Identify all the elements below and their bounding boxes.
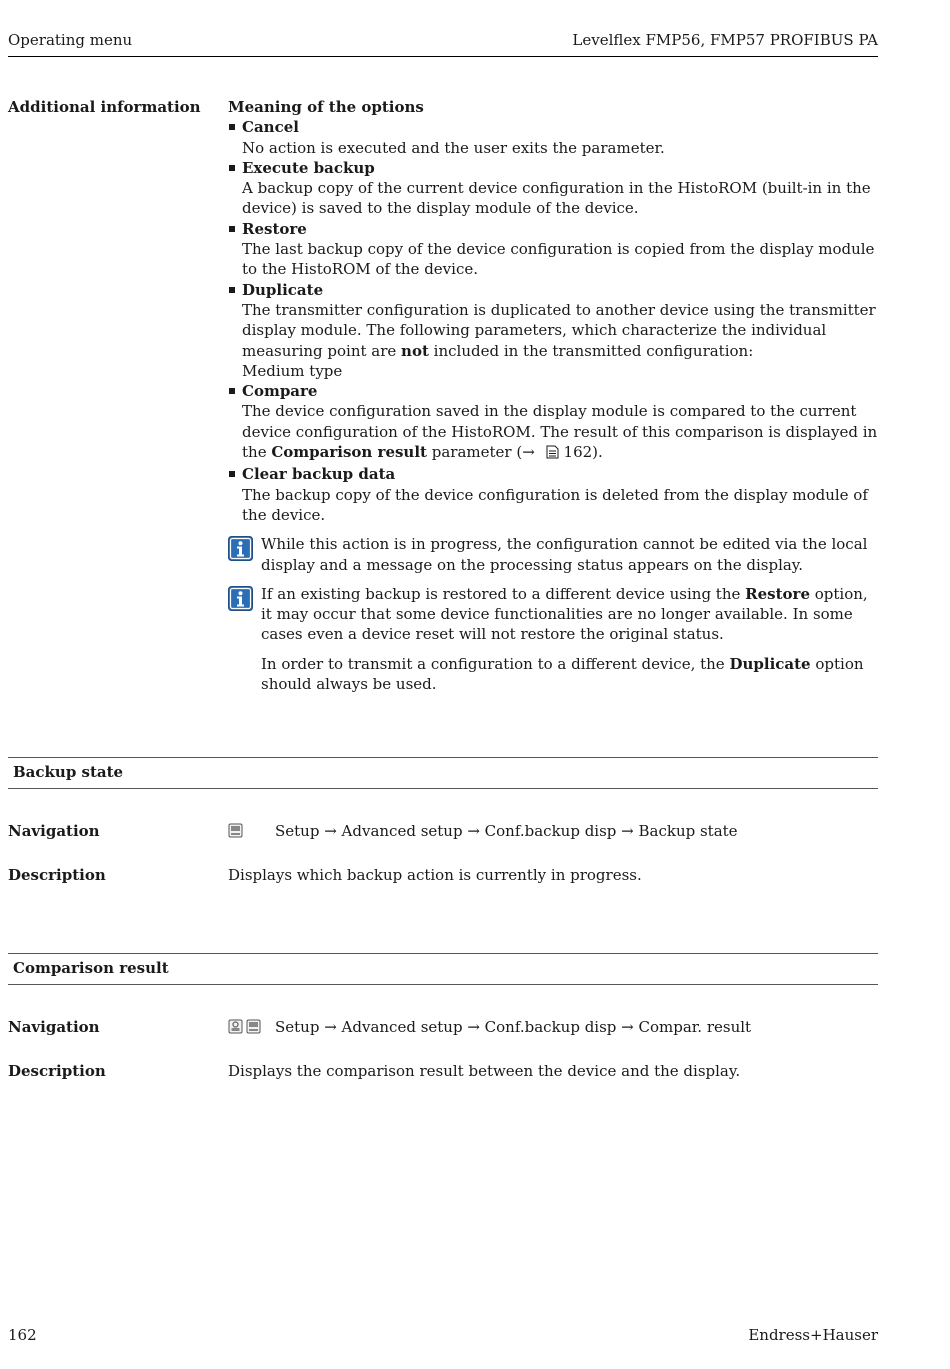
option-name: Restore [242, 219, 307, 238]
nav-icons [228, 823, 243, 838]
footer-brand: Endress+Hauser [748, 1326, 878, 1344]
nav-icons [228, 1019, 261, 1034]
note-text [261, 584, 878, 645]
description-text: Displays which backup action is currently in progress. [228, 866, 642, 884]
option-name: Clear backup data [242, 465, 396, 484]
option-extra: Medium type [242, 361, 343, 380]
note-text: While this action is in progress, the configuration cannot be edited via the local display and a message on the processing status appears on the display. [261, 535, 868, 574]
text-emphasis: Comparison result [271, 443, 427, 462]
header-product-title: Levelflex FMP56, FMP57 PROFIBUS PA [572, 31, 878, 49]
additional-info-label: Additional information [8, 98, 201, 116]
text-run: If an existing backup is restored to a different device using the [261, 584, 746, 603]
info-icon [228, 536, 253, 561]
option-text [242, 300, 878, 361]
display-module-icon [228, 823, 243, 838]
backup-state-header [8, 757, 878, 789]
additional-info-content [228, 97, 878, 694]
comparison-result-header [8, 953, 878, 985]
text-run: ). [592, 443, 603, 462]
option-name: Cancel [242, 118, 299, 137]
text-run: The device configuration saved in the display module is compared to the current device configuration of the HistoROM. The result of this comparison is displayed in the [242, 402, 878, 462]
navigation-path: Setup → Advanced setup → Conf.backup disp → Backup state [275, 822, 738, 840]
option-duplicate [228, 280, 878, 381]
text-run: parameter (→ [426, 443, 540, 462]
note-text [261, 654, 878, 695]
page-number: 162 [8, 1326, 37, 1344]
page-ref-link[interactable]: 162 [563, 443, 593, 462]
info-icon [228, 586, 253, 611]
display-module-icon [246, 1019, 261, 1034]
option-text: No action is executed and the user exits the parameter. [242, 138, 665, 157]
navigation-label: Navigation [8, 822, 100, 840]
description-label: Description [8, 1062, 106, 1080]
text-run: option, it may occur that some device functionalities are no longer available. In some cases even a device reset will not restore the original status. [261, 584, 868, 644]
option-cancel [228, 117, 878, 158]
option-text [242, 401, 878, 464]
navigation-label: Navigation [8, 1018, 100, 1036]
info-note-1 [228, 534, 878, 575]
page-ref-icon [546, 444, 559, 464]
options-list [228, 117, 878, 525]
description-label: Description [8, 866, 106, 884]
option-name: Compare [242, 382, 318, 401]
header-rule [8, 56, 878, 57]
navigation-path: Setup → Advanced setup → Conf.backup disp → Compar. result [275, 1018, 752, 1036]
text-run: included in the transmitted configuration: [428, 341, 754, 360]
option-text: A backup copy of the current device configuration in the HistoROM (built-in in the device) is saved to the display module of the device. [242, 179, 871, 218]
expert-mode-icon [228, 1019, 243, 1034]
text-emphasis: not [401, 341, 429, 360]
option-execute-backup [228, 158, 878, 219]
text-run: The transmitter configuration is duplicated to another device using the transmitter display module. The following parameters, which characterize the individual measuring point are [242, 300, 876, 360]
description-text: Displays the comparison result between the device and the display. [228, 1062, 741, 1080]
parameter-title: Comparison result [13, 959, 169, 977]
option-text: The last backup copy of the device configuration is copied from the display module to the HistoROM of the device. [242, 240, 875, 279]
parameter-title: Backup state [13, 763, 124, 781]
option-restore [228, 219, 878, 280]
option-clear-backup-data [228, 464, 878, 525]
option-compare [228, 381, 878, 464]
header-section-title: Operating menu [8, 31, 133, 49]
text-emphasis: Duplicate [729, 654, 811, 673]
option-name: Execute backup [242, 158, 375, 177]
text-run: option should always be used. [261, 654, 864, 694]
text-emphasis: Restore [745, 584, 810, 603]
option-name: Duplicate [242, 280, 324, 299]
options-heading: Meaning of the options [228, 98, 424, 116]
text-run: In order to transmit a configuration to a different device, the [261, 654, 730, 673]
option-text: The backup copy of the device configuration is deleted from the display module of the device. [242, 485, 868, 524]
info-note-2 [228, 584, 878, 694]
